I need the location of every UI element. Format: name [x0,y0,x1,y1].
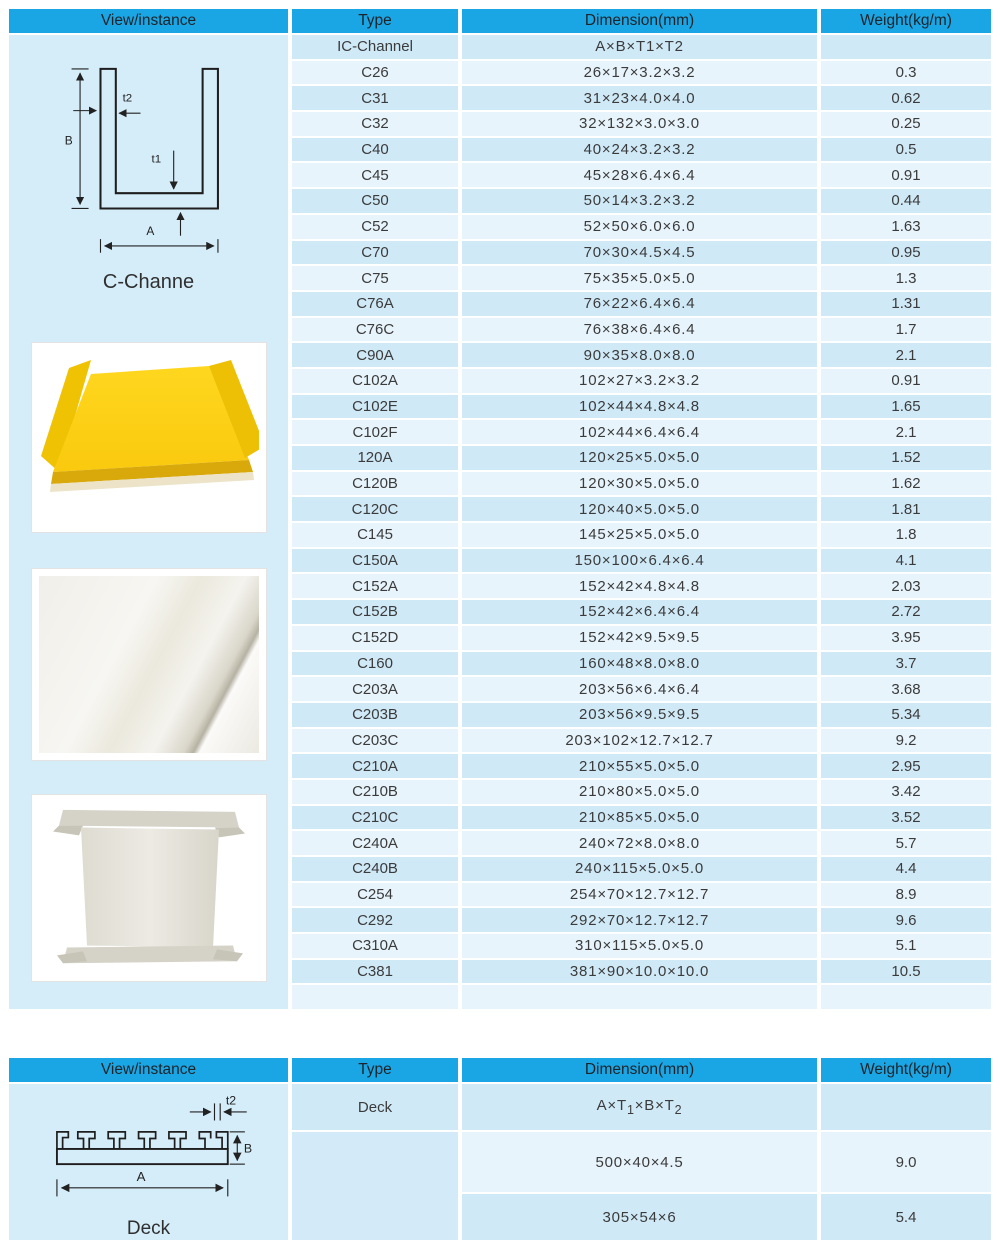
dimension-cell: 70×30×4.5×4.5 [462,241,817,265]
dimension-cell: 150×100×6.4×6.4 [462,549,817,573]
type-cell: Deck [292,1084,458,1130]
type-cell: C70 [292,241,458,265]
type-cell: C310A [292,934,458,958]
weight-cell: 1.3 [821,266,991,290]
weight-cell: 5.34 [821,703,991,727]
weight-cell: 1.62 [821,472,991,496]
type-cell-merged [292,1132,458,1240]
type-cell: C76C [292,318,458,342]
dimension-cell: 90×35×8.0×8.0 [462,343,817,367]
type-cell: C50 [292,189,458,213]
type-cell: C203B [292,703,458,727]
catalog-page [0,7,1000,1243]
type-cell: 120A [292,446,458,470]
fiberglass-surface-image [39,576,259,753]
weight-cell: 3.7 [821,652,991,676]
label-b: B [64,133,73,148]
weight-cell: 2.1 [821,343,991,367]
weight-cell: 3.42 [821,780,991,804]
weight-cell: 3.95 [821,626,991,650]
type-cell: C76A [292,292,458,316]
dimension-cell: 292×70×12.7×12.7 [462,908,817,932]
weight-cell: 1.81 [821,497,991,521]
weight-cell: 8.9 [821,883,991,907]
label-a: A [145,223,154,238]
type-cell: C26 [292,61,458,85]
dimension-cell: 310×115×5.0×5.0 [462,934,817,958]
type-cell: C203C [292,729,458,753]
dimension-cell: 210×80×5.0×5.0 [462,780,817,804]
type-cell: C210A [292,754,458,778]
dimension-cell: 76×38×6.4×6.4 [462,318,817,342]
type-cell: C45 [292,163,458,187]
weight-cell: 0.95 [821,241,991,265]
weight-cell: 4.1 [821,549,991,573]
type-cell: C210C [292,806,458,830]
weight-cell: 3.52 [821,806,991,830]
type-cell: C160 [292,652,458,676]
dimension-cell: 52×50×6.0×6.0 [462,215,817,239]
weight-cell: 1.52 [821,446,991,470]
col-header-type: Type [292,9,458,33]
dimension-cell: 31×23×4.0×4.0 [462,86,817,110]
label-b: B [243,1141,252,1156]
dimension-cell: 152×42×4.8×4.8 [462,574,817,598]
deck-base-outline [56,1149,227,1164]
weight-cell: 9.6 [821,908,991,932]
white-profile-closeup-photo [31,568,267,761]
dimension-cell: 203×56×9.5×9.5 [462,703,817,727]
col-header-dimension: Dimension(mm) [462,9,817,33]
weight-cell: 0.91 [821,163,991,187]
dimension-cell: 50×14×3.2×3.2 [462,189,817,213]
weight-cell [821,1084,991,1130]
type-cell: C203A [292,677,458,701]
deck-caption: Deck [126,1218,171,1240]
header-row [9,9,991,33]
label-t2: t2 [122,92,132,105]
dimension-cell [462,985,817,1009]
col-header-dimension: Dimension(mm) [462,1058,817,1082]
dimension-cell: 102×27×3.2×3.2 [462,369,817,393]
type-cell: C381 [292,960,458,984]
c-channel-outline [100,69,217,209]
type-cell: C31 [292,86,458,110]
deck-view-instance-panel [9,1084,288,1240]
header-row [9,1058,991,1082]
deck-spec-table [5,1056,995,1242]
dimension-cell: 32×132×3.0×3.0 [462,112,817,136]
table-row [9,35,991,59]
col-header-view-instance: View/instance [9,9,288,33]
dimension-cell: 120×25×5.0×5.0 [462,446,817,470]
weight-cell: 5.1 [821,934,991,958]
dimension-cell: 75×35×5.0×5.0 [462,266,817,290]
dimension-cell: 120×30×5.0×5.0 [462,472,817,496]
weight-cell: 2.72 [821,600,991,624]
type-cell: C152B [292,600,458,624]
type-cell: C240A [292,831,458,855]
weight-cell: 9.0 [821,1132,991,1192]
dimension-cell: 152×42×6.4×6.4 [462,600,817,624]
label-t1: t1 [151,153,161,166]
dimension-cell: 160×48×8.0×8.0 [462,652,817,676]
deck-diagram [38,1092,260,1204]
type-cell: C145 [292,523,458,547]
type-cell: C120C [292,497,458,521]
dimension-cell: 305×54×6 [462,1194,817,1240]
type-cell: IC-Channel [292,35,458,59]
dimension-cell: 145×25×5.0×5.0 [462,523,817,547]
col-header-view-instance: View/instance [9,1058,288,1082]
weight-cell: 5.4 [821,1194,991,1240]
table-row [9,1084,991,1130]
dimension-cell: 240×72×8.0×8.0 [462,831,817,855]
type-cell: C102F [292,420,458,444]
dimension-cell: 203×56×6.4×6.4 [462,677,817,701]
gray-channel-image [39,802,259,974]
dimension-cell: 45×28×6.4×6.4 [462,163,817,187]
c-channel-caption: C-Channe [102,271,195,293]
type-cell: C40 [292,138,458,162]
weight-cell: 1.63 [821,215,991,239]
weight-cell: 0.91 [821,369,991,393]
dimension-cell: 381×90×10.0×10.0 [462,960,817,984]
dimension-cell: 102×44×4.8×4.8 [462,395,817,419]
type-cell: C102E [292,395,458,419]
weight-cell [821,985,991,1009]
type-cell: C52 [292,215,458,239]
weight-cell: 10.5 [821,960,991,984]
yellow-channel-image [39,350,259,525]
dimension-cell: 102×44×6.4×6.4 [462,420,817,444]
col-header-type: Type [292,1058,458,1082]
dimension-cell: 203×102×12.7×12.7 [462,729,817,753]
c-channel-diagram [46,57,252,257]
dimension-cell: 210×55×5.0×5.0 [462,754,817,778]
type-cell: C150A [292,549,458,573]
dimension-cell: 210×85×5.0×5.0 [462,806,817,830]
col-header-weight: Weight(kg/m) [821,9,991,33]
type-cell: C75 [292,266,458,290]
type-cell [292,985,458,1009]
weight-cell: 5.7 [821,831,991,855]
gray-channel-side-photo [31,794,267,982]
dimension-cell: 40×24×3.2×3.2 [462,138,817,162]
weight-cell: 0.62 [821,86,991,110]
c-channel-spec-table [5,7,995,1011]
weight-cell: 0.44 [821,189,991,213]
dimension-cell: 76×22×6.4×6.4 [462,292,817,316]
type-cell: C240B [292,857,458,881]
dimension-cell: 26×17×3.2×3.2 [462,61,817,85]
dimension-cell: 120×40×5.0×5.0 [462,497,817,521]
weight-cell [821,35,991,59]
type-cell: C152A [292,574,458,598]
type-cell: C152D [292,626,458,650]
weight-cell: 2.1 [821,420,991,444]
dimension-cell: 254×70×12.7×12.7 [462,883,817,907]
weight-cell: 2.03 [821,574,991,598]
type-cell: C32 [292,112,458,136]
weight-cell: 1.31 [821,292,991,316]
yellow-c-channel-photo [31,342,267,533]
type-cell: C292 [292,908,458,932]
weight-cell: 0.5 [821,138,991,162]
weight-cell: 4.4 [821,857,991,881]
weight-cell: 1.8 [821,523,991,547]
weight-cell: 1.65 [821,395,991,419]
type-cell: C102A [292,369,458,393]
col-header-weight: Weight(kg/m) [821,1058,991,1082]
weight-cell: 2.95 [821,754,991,778]
dimension-cell: 500×40×4.5 [462,1132,817,1192]
type-cell: C120B [292,472,458,496]
dimension-cell: 240×115×5.0×5.0 [462,857,817,881]
type-cell: C90A [292,343,458,367]
type-cell: C210B [292,780,458,804]
dimension-cell: A×B×T1×T2 [462,35,817,59]
weight-cell: 9.2 [821,729,991,753]
dimension-cell: 152×42×9.5×9.5 [462,626,817,650]
weight-cell: 1.7 [821,318,991,342]
label-a: A [136,1169,146,1185]
type-cell: C254 [292,883,458,907]
dimension-cell: $A\times T_1\times B\times T_2$ [462,1084,817,1130]
label-t2: t2 [225,1093,236,1108]
weight-cell: 3.68 [821,677,991,701]
weight-cell: 0.25 [821,112,991,136]
view-instance-panel [9,35,288,1009]
weight-cell: 0.3 [821,61,991,85]
